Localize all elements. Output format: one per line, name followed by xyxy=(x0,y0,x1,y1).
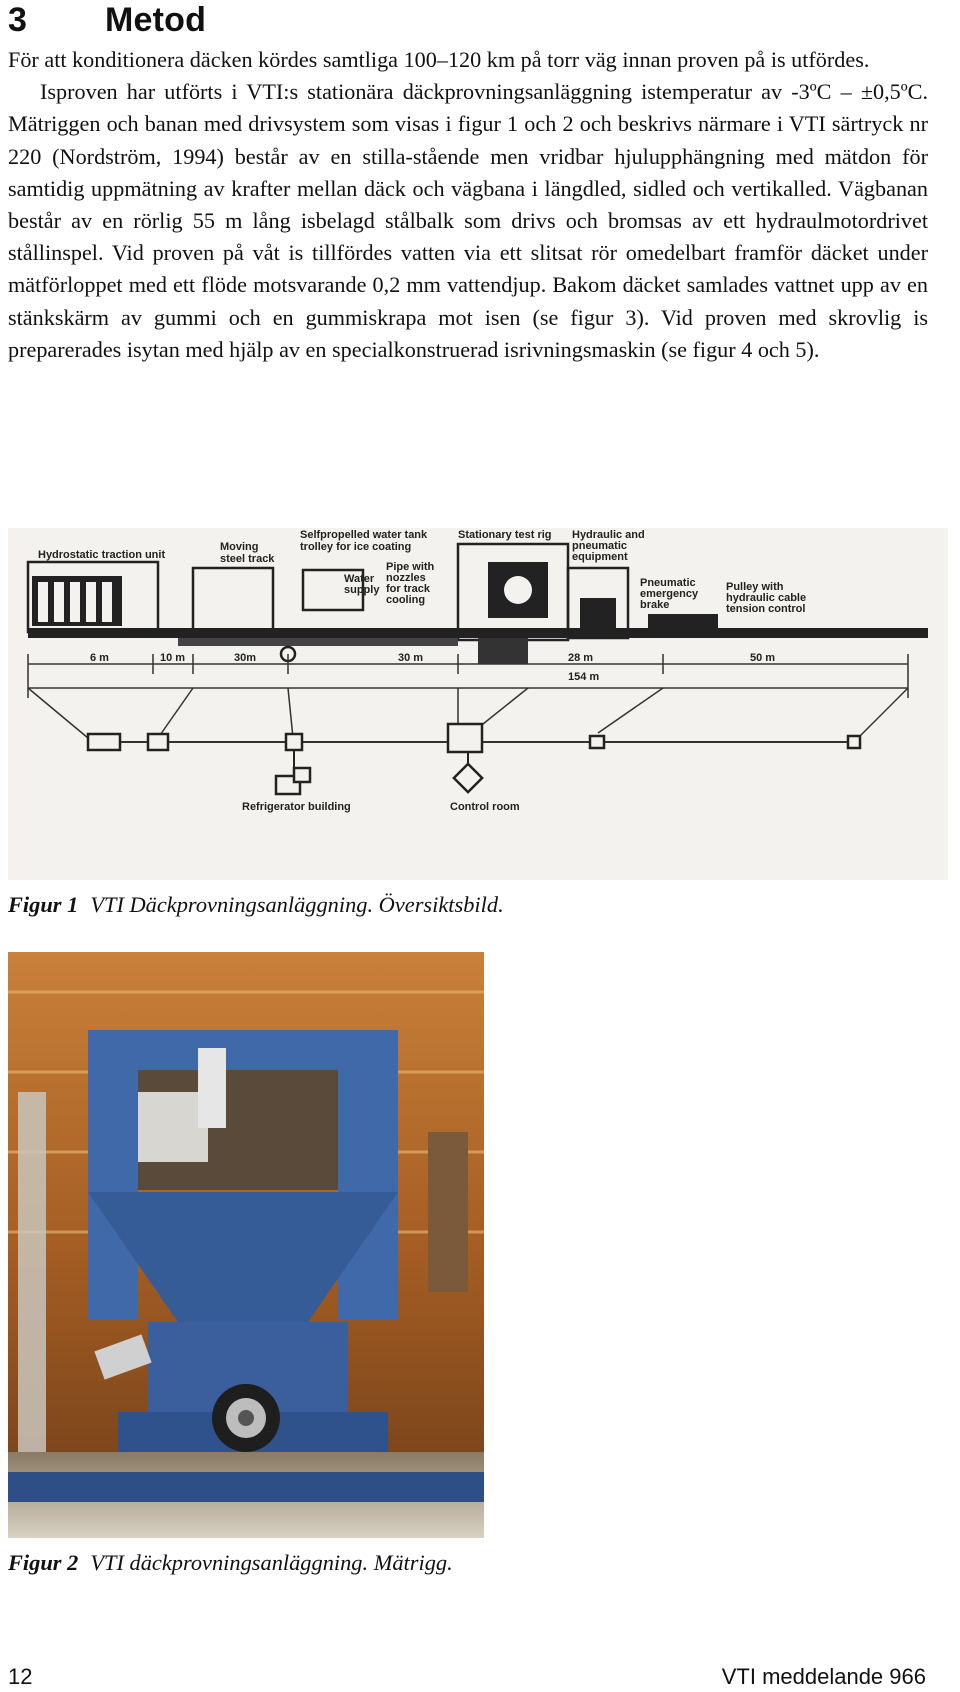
label-dim-10m: 10 m xyxy=(160,652,186,664)
label-selfprop-2: trolley for ice coating xyxy=(300,541,412,553)
label-pneumatic-1: Pneumatic xyxy=(640,577,696,589)
figure-2-photo xyxy=(8,952,484,1538)
figure-1-diagram xyxy=(8,528,948,880)
label-hydraulic-2: pneumatic xyxy=(572,540,628,552)
label-stationary: Stationary test rig xyxy=(458,529,552,541)
label-water-1: Water xyxy=(344,573,375,585)
test-rig-photo xyxy=(8,952,484,1538)
paragraph-1: För att konditionera däcken kördes samtliga 100–120 km på torr väg innan proven på is utfördes. xyxy=(8,47,870,72)
label-pneumatic-2: emergency xyxy=(640,588,699,600)
label-dim-30m-a: 30m xyxy=(234,652,257,664)
page-number: 12 xyxy=(8,1664,33,1689)
label-pulley-3: tension control xyxy=(726,603,806,615)
label-moving-1: Moving xyxy=(220,541,259,553)
label-pulley-1: Pulley with xyxy=(726,581,784,593)
label-hydraulic-1: Hydraulic and xyxy=(572,529,645,541)
publication-name: VTI meddelande 966 xyxy=(721,1664,926,1689)
label-dim-30m-b: 30 m xyxy=(398,652,424,664)
body-text xyxy=(8,44,928,366)
figure-1-label: Figur 1 xyxy=(8,892,79,917)
label-pipe-2: nozzles xyxy=(386,572,426,584)
figure-1-caption xyxy=(8,890,504,920)
label-hydrostatic: Hydrostatic traction unit xyxy=(38,549,166,561)
label-dim-28m: 28 m xyxy=(568,652,594,664)
section-title: Metod xyxy=(105,1,207,39)
label-selfprop-1: Selfpropelled water tank xyxy=(300,529,428,541)
figure-2-caption xyxy=(8,1548,453,1578)
label-dim-6m: 6 m xyxy=(90,652,109,664)
label-pneumatic-3: brake xyxy=(640,599,670,611)
label-dim-50m: 50 m xyxy=(750,652,776,664)
label-water-2: supply xyxy=(344,584,380,596)
label-pulley-2: hydraulic cable xyxy=(726,592,807,604)
facility-overview-diagram xyxy=(8,528,948,880)
label-hydraulic-3: equipment xyxy=(572,551,628,563)
label-control-room: Control room xyxy=(450,801,520,813)
figure-2-label: Figur 2 xyxy=(8,1550,79,1575)
label-pipe-1: Pipe with xyxy=(386,561,435,573)
section-number: 3 xyxy=(8,1,28,39)
label-moving-2: steel track xyxy=(220,553,275,565)
label-refrigerator: Refrigerator building xyxy=(242,801,351,813)
figure-1-caption-text: VTI Däckprovningsanläggning. Översiktsbild. xyxy=(90,892,504,917)
figure-2-caption-text: VTI däckprovningsanläggning. Mätrigg. xyxy=(90,1550,453,1575)
label-pipe-3: for track xyxy=(386,583,431,595)
paragraph-2: Isproven har utförts i VTI:s stationära däckprovningsanläggning istemperatur av -3ºC – ±0,5ºC. Mätriggen och banan med drivsystem som visas i figur 1 och 2 och beskrivs närmare i VTI särtryck nr 220 (Nordström, 1994) består av en stilla-stående men vridbar hjulupphängning med mätdon för samtidig uppmätning av krafter mellan däck och vägbana i längdled, sidled och vertikalled. Vägbanan består av en rörlig 55 m lång isbelagd stålbalk som drivs och bromsas av ett hydraulmotordrivet stållinspel. Vid proven på våt is tillfördes vatten via ett slitsat rör omedelbart framför däcket under mätförloppet med ett flöde motsvarande 0,2 mm vattendjup. Bakom däcket samlades vattnet upp av en stänkskärm av gummi och en gummiskrapa mot isen (se figur 3). Vid proven med skrovlig is preparerades isytan med hjälp av en specialkonstruerad isrivningsmaskin (se figur 4 och 5). xyxy=(8,79,928,362)
section-heading xyxy=(8,0,206,40)
label-dim-154m: 154 m xyxy=(568,671,600,683)
label-pipe-4: cooling xyxy=(386,594,426,606)
